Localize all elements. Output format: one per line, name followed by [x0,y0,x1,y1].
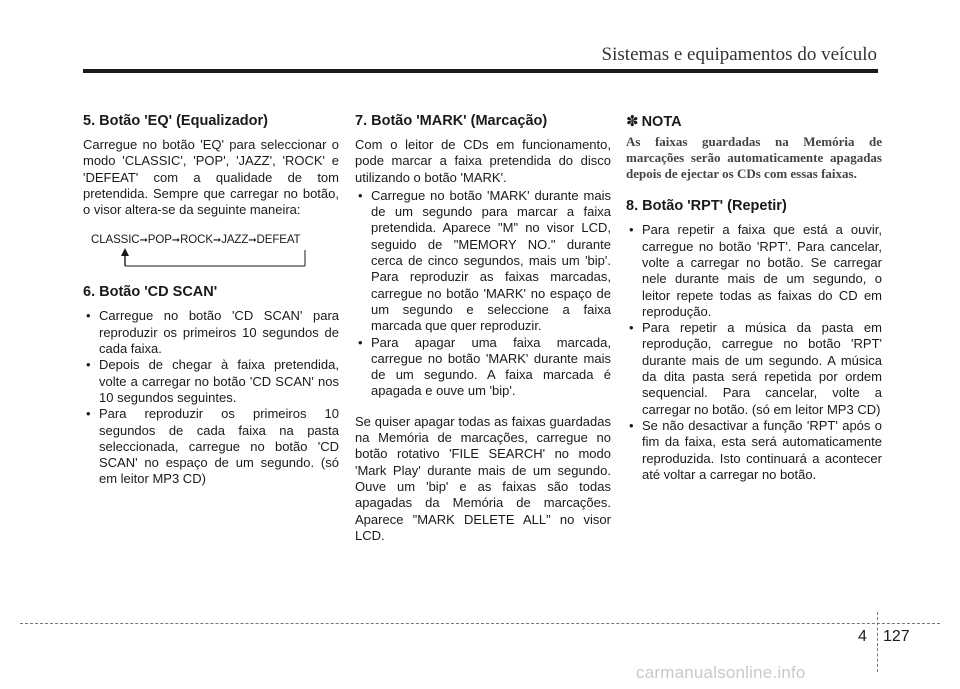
column-2 [355,112,611,544]
list-item: • Depois de chegar à faixa pretendida, volte a carregar no botão 'CD SCAN' nos 10 segundos seguintes. [83,357,339,406]
mark-outro: Se quiser apagar todas as faixas guardadas na Memória de marcações, carregue no botão rotativo 'FILE SEARCH' no modo 'Mark Play' durante mais de um segundo. Ouve um 'bip' e as faixas são todas apagadas da Memória de marcações. Aparece "MARK DELETE ALL" no visor LCD. [355,413,611,543]
footer-vertical-rule [877,612,878,672]
eq-mode-defeat: DEFEAT [256,234,301,247]
loop-arrow-icon [83,230,339,278]
watermark: carmanualsonline.info [636,663,806,682]
page-number: 127 [883,628,910,645]
eq-mode-pop: POP [147,234,172,247]
eq-mode-rock: ROCK [180,234,213,247]
arrow-right-icon: ➞ [139,235,148,247]
header-rule [83,69,878,73]
column-1 [83,112,339,488]
page-header-title: Sistemas e equipamentos do veículo [601,44,877,65]
list-item: • Para repetir a faixa que está a ouvir, carregue no botão 'RPT'. Para cancelar, volte a carregar no botão. Se carregar nele durante mais de um segundo, o leitor repete todas as faixas do CD em reprodução. [626,222,882,320]
eq-heading: 5. Botão 'EQ' (Equalizador) [83,113,268,129]
spacer [355,400,611,414]
cdscan-list [83,308,339,487]
mark-heading: 7. Botão 'MARK' (Marcação) [355,113,548,129]
column-3 [626,112,882,483]
eq-mode-classic: CLASSIC [91,234,140,247]
arrow-right-icon: ➞ [171,235,181,247]
list-item: • Carregue no botão 'CD SCAN' para reproduzir os primeiros 10 segundos de cada faixa. [83,308,339,357]
eq-mode-jazz: JAZZ [221,234,249,247]
note-heading [626,112,882,130]
note-text: As faixas guardadas na Memória de marcações serão automaticamente apagadas depois de ejectar os CDs com essas faixas. [626,134,882,181]
list-item: • Carregue no botão 'MARK' durante mais de um segundo para marcar a faixa pretendida. Aparece "M" no visor LCD, seguido de "MEMORY NO." durante cerca de cinco segundos, mais um 'bip'. Para reproduzir as faixas marcadas, carregue no botão 'MARK' no espaço de um segundo e seleccione a faixa marcada que quer reproduzir. [355,188,611,335]
list-item: • Para reproduzir os primeiros 10 segundos de cada faixa na pasta seleccionada, carregue no botão 'CD SCAN' no espaço de um segundo. (só em leitor MP3 CD) [83,406,339,487]
rpt-heading: 8. Botão 'RPT' (Repetir) [626,198,787,215]
rpt-list [626,222,882,483]
chapter-number: 4 [858,628,867,645]
arrow-right-icon: ➞ [212,235,222,247]
star-icon: ✽ [626,113,639,130]
arrow-right-icon: ➞ [248,235,257,247]
list-item: • Para repetir a música da pasta em reprodução, carregue no botão 'RPT' durante mais de um segundo. A música da dita pasta será repetida por ordem sequencial. Para cancelar, volte a carregar no botão. (só em leitor MP3 CD) [626,320,882,418]
note-title: NOTA [641,114,682,130]
cdscan-heading: 6. Botão 'CD SCAN' [83,284,218,301]
eq-mode-diagram [83,230,339,278]
spacer [626,181,882,197]
mark-list [355,188,611,400]
list-item: • Se não desactivar a função 'RPT' após o fim da faixa, esta será automaticamente reproduzida. Isto continuará a acontecer até voltar a carregar no botão. [626,418,882,483]
list-item: • Para apagar uma faixa marcada, carregue no botão 'MARK' durante mais de um segundo. A faixa marcada é apagada e ouve um 'bip'. [355,335,611,400]
mark-intro: Com o leitor de CDs em funcionamento, pode marcar a faixa pretendida do disco utilizando o botão 'MARK'. [355,137,611,185]
footer-dashed-rule [20,623,940,624]
eq-text: Carregue no botão 'EQ' para seleccionar o modo 'CLASSIC', 'POP', 'JAZZ', 'ROCK' e 'DEFEAT' com a qualidade de tom pretendida. Sempre que carregar no botão, o visor altera-se da seguinte maneira: [83,137,339,218]
